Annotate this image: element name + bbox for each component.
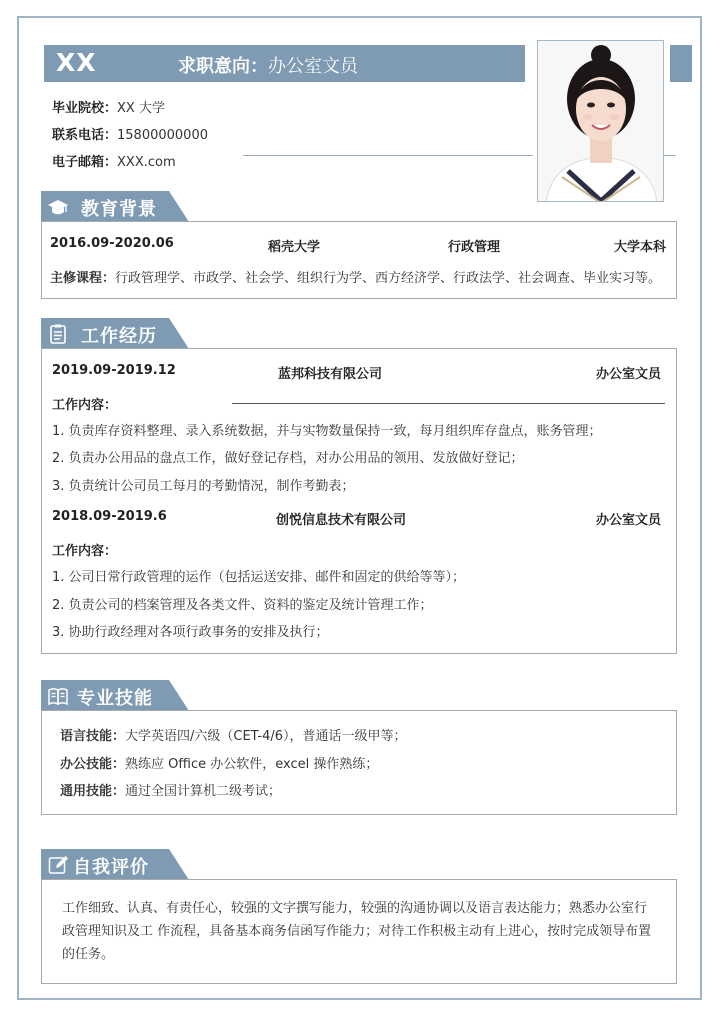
contact-email-label: 电子邮箱： (52, 155, 118, 170)
section-header-self (41, 849, 189, 880)
job-item: 3. 协助行政经理对各项行政事务的安排及执行； (52, 625, 329, 640)
contact-school-label: 毕业院校： (52, 101, 118, 116)
contact-school-value: XX 大学 (117, 101, 165, 116)
education-courses-label: 主修课程： (50, 271, 116, 286)
contact-phone (52, 124, 208, 143)
job-intent-label: 求职意向： (178, 56, 268, 77)
work-box (41, 348, 677, 654)
contact-email-value: XXX.com (117, 155, 176, 170)
skills-box (41, 710, 677, 815)
section-title-self: 自我评价 (73, 857, 149, 878)
skill-item (60, 780, 281, 799)
job-item: 1. 负责库存资料整理、录入系统数据，并与实物数量保持一致，每月组织库存盘点，账务管理； (52, 424, 602, 439)
education-courses (50, 267, 661, 286)
skill-label: 办公技能： (60, 757, 126, 772)
skill-item (60, 753, 378, 772)
job-position: 办公室文员 (596, 513, 662, 528)
section-header-work (41, 318, 189, 349)
self-evaluation-line: 的任务。 (62, 947, 115, 962)
education-major: 行政管理 (448, 240, 501, 255)
skill-value: 通过全国计算机二级考试； (125, 784, 282, 799)
job-item: 1. 公司日常行政管理的运作（包括运送安排、邮件和固定的供给等等）； (52, 570, 466, 585)
job-date: 2018.09-2019.6 (52, 509, 167, 524)
skill-item (60, 725, 407, 744)
education-courses-value: 行政管理学、市政学、社会学、组织行为学、西方经济学、行政法学、社会调查、毕业实习等。 (115, 271, 662, 286)
candidate-name: XX (56, 48, 97, 77)
profile-photo (537, 40, 664, 202)
job-date: 2019.09-2019.12 (52, 363, 176, 378)
contact-divider (243, 155, 533, 156)
education-date: 2016.09-2020.06 (50, 236, 174, 251)
job-company: 蓝邦科技有限公司 (278, 367, 383, 382)
education-degree: 大学本科 (614, 240, 667, 255)
education-school: 稻壳大学 (268, 240, 321, 255)
job-content-label: 工作内容： (52, 544, 118, 559)
book-icon (47, 685, 69, 707)
job-intent (178, 52, 358, 78)
self-evaluation-line: 工作细致、认真、有责任心，较强的文字撰写能力，较强的沟通协调以及语言表达能力；熟悉办公室行 (62, 901, 648, 916)
graduation-cap-icon (47, 196, 69, 218)
contact-divider-right (664, 155, 676, 156)
section-title-education: 教育背景 (81, 199, 157, 220)
job-item: 3. 负责统计公司员工每月的考勤情况，制作考勤表； (52, 479, 355, 494)
contact-phone-value: 15800000000 (117, 128, 208, 143)
self-evaluation-line: 政管理知识及工 作流程，具备基本商务信函写作能力；对待工作积极主动有上进心，按时完成领导布置 (62, 924, 652, 939)
contact-phone-label: 联系电话： (52, 128, 118, 143)
section-header-education (41, 191, 189, 222)
job-item: 2. 负责办公用品的盘点工作，做好登记存档，对办公用品的领用、发放做好登记； (52, 451, 524, 466)
job-divider (232, 403, 665, 404)
job-position: 办公室文员 (596, 367, 662, 382)
section-title-work: 工作经历 (81, 326, 157, 347)
header-accent-tab (670, 45, 692, 82)
section-header-skills (41, 680, 189, 711)
education-box (41, 221, 677, 299)
edit-icon (47, 854, 69, 876)
skill-label: 通用技能： (60, 784, 126, 799)
contact-school (52, 97, 165, 116)
job-item: 2. 负责公司的档案管理及各类文件、资料的鉴定及统计管理工作； (52, 598, 433, 613)
clipboard-icon (47, 323, 69, 345)
name-bar (44, 45, 525, 82)
job-company: 创悦信息技术有限公司 (276, 513, 407, 528)
skill-value: 大学英语四/六级（CET-4/6），普通话一级甲等； (125, 729, 407, 744)
section-title-skills: 专业技能 (77, 688, 153, 709)
job-intent-value: 办公室文员 (268, 56, 358, 77)
job-content-label: 工作内容： (52, 398, 118, 413)
skill-value: 熟练应 Office 办公软件，excel 操作熟练； (125, 757, 379, 772)
contact-email (52, 151, 176, 170)
self-box (41, 879, 677, 984)
skill-label: 语言技能： (60, 729, 126, 744)
